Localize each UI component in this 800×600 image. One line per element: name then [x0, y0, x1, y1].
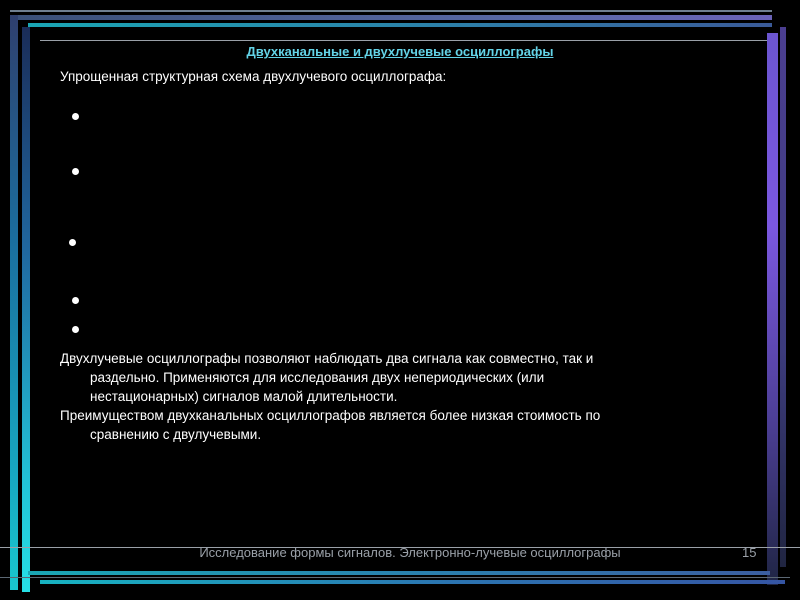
list-bullet: [72, 113, 79, 120]
decorative-bar: [28, 23, 772, 27]
list-bullet: [72, 168, 79, 175]
paragraph-line: Двухлучевые осциллографы позволяют наблюдать два сигнала как совместно, так и: [60, 351, 594, 366]
slide-footer: Исследование формы сигналов. Электронно-лучевые осциллографы: [199, 545, 621, 560]
decorative-line: [0, 577, 790, 578]
list-bullet: [69, 239, 76, 246]
list-bullet: [72, 326, 79, 333]
decorative-bar: [767, 33, 778, 585]
paragraph-line: нестационарных) сигналов малой длительности.: [90, 389, 398, 404]
decorative-line: [10, 10, 772, 12]
paragraph-dual-channel: [60, 406, 700, 444]
decorative-bar: [10, 15, 772, 20]
paragraph-line: Преимуществом двухканальных осциллографов является более низкая стоимость по: [60, 408, 601, 423]
decorative-bar: [780, 27, 786, 567]
decorative-bar: [40, 580, 785, 584]
decorative-bar: [28, 571, 770, 575]
decorative-bar: [10, 15, 18, 590]
list-bullet: [72, 297, 79, 304]
decorative-bar: [22, 27, 30, 592]
paragraph-line: сравнению с двулучевыми.: [90, 427, 262, 442]
intro-text: Упрощенная структурная схема двухлучевого осциллографа:: [60, 69, 447, 84]
slide-title: Двухканальные и двухлучевые осциллографы: [246, 44, 554, 59]
page-number: 15: [742, 545, 757, 560]
paragraph-line: раздельно. Применяются для исследования двух непериодических (или: [90, 370, 545, 385]
decorative-line: [40, 40, 770, 41]
paragraph-dual-beam: [60, 349, 700, 406]
